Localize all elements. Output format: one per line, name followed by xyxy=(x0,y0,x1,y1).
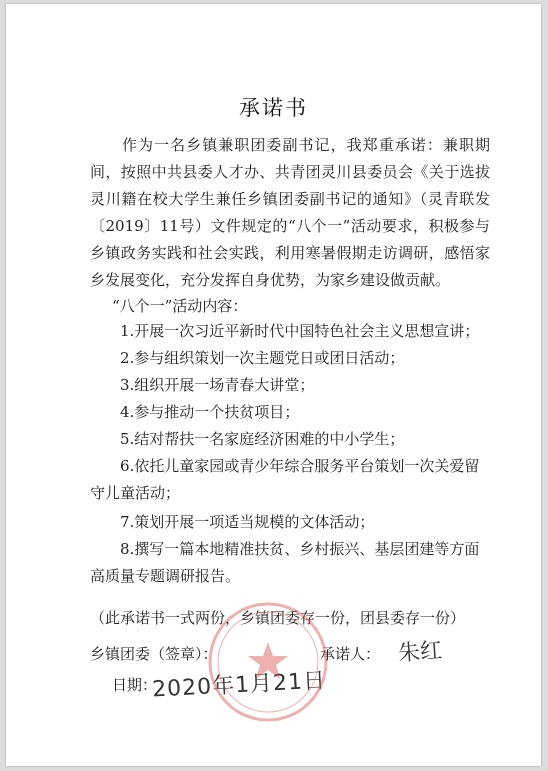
date-label: 日期： xyxy=(112,676,158,694)
document-title: 承诺书 xyxy=(239,96,308,120)
activity-item-8: 8.撰写一篇本地精准扶贫、乡村振兴、基层团建等方面高质量专题调研报告。 xyxy=(90,540,480,585)
activity-item-5: 5.结对帮扶一名家庭经济困难的中小学生； xyxy=(120,430,405,448)
activity-item-6: 6.依托儿童家园或青少年综合服务平台策划一次关爱留守儿童活动； xyxy=(90,457,480,502)
activity-item-1: 1.开展一次习近平新时代中国特色社会主义思想宣讲； xyxy=(120,322,480,340)
activity-item-3: 3.组织开展一场青春大讲堂； xyxy=(120,376,315,394)
handwritten-signature: 朱红 xyxy=(397,638,443,667)
activity-item-2: 2.参与组织策划一次主题党日或团日活动； xyxy=(120,349,405,367)
official-seal-icon xyxy=(204,598,332,726)
activity-item-4: 4.参与推动一个扶贫项目； xyxy=(120,403,300,421)
league-committee-signature-label: 乡镇团委（签章）： xyxy=(90,645,218,663)
handwritten-date: 2020年1月21日 xyxy=(151,668,327,703)
activities-heading: “八个一”活动内容： xyxy=(112,297,248,315)
document-page xyxy=(6,4,541,766)
promisor-label: 承诺人： xyxy=(320,645,381,663)
intro-paragraph: 作为一名乡镇兼职团委副书记，我郑重承诺：兼职期间，按照中共县委人才办、共青团灵川县委员会《关于选拔灵川籍在校大学生兼任乡镇团委副书记的通知》（灵青联发〔2019〕11号）文件规定的“八个一”活动要求，积极参与乡镇政务实践和社会实践，利用寒暑假期走访调研，感悟家乡发展变化，充分发挥自身优势，为家乡建设做贡献。 xyxy=(90,136,490,289)
activity-item-7: 7.策划开展一项适当规模的文体活动； xyxy=(120,513,375,531)
copies-note: （此承诺书一式两份，乡镇团委存一份，团县委存一份） xyxy=(90,609,466,627)
